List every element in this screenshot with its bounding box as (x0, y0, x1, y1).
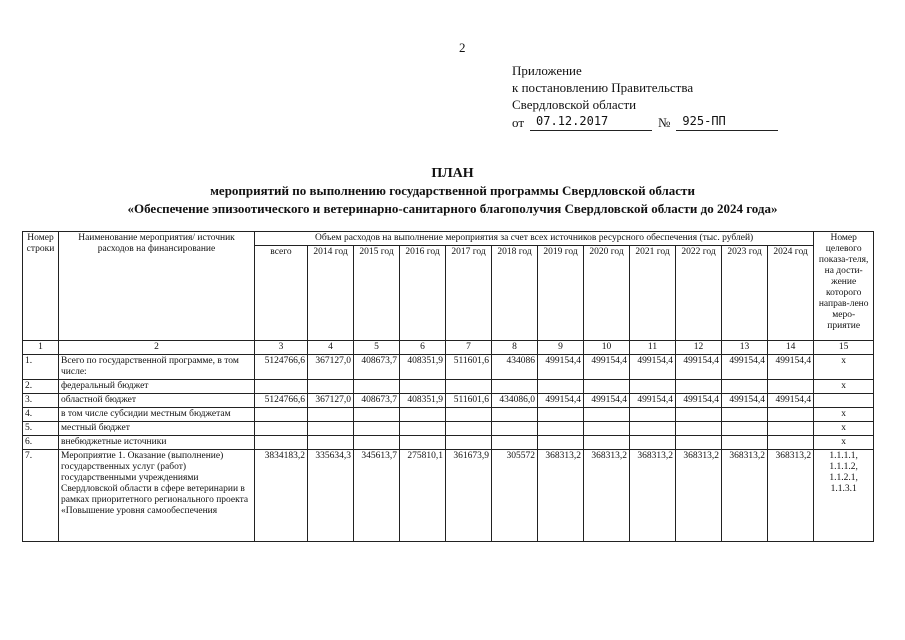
plan-subtitle-1: мероприятий по выполнению государственной программы Свердловской области (210, 183, 695, 198)
row-value: 511601,6 (446, 394, 492, 408)
row-value (400, 408, 446, 422)
header-row-number: Номер строки (23, 232, 59, 341)
table-row (23, 394, 874, 408)
row-value: 345613,7 (354, 450, 400, 542)
row-target: х (814, 355, 874, 380)
row-value: 368313,2 (538, 450, 584, 542)
row-value (255, 436, 308, 450)
row-value (255, 408, 308, 422)
row-value (354, 380, 400, 394)
row-value: 408351,9 (400, 394, 446, 408)
row-value: 5124766,6 (255, 394, 308, 408)
column-index: 9 (538, 341, 584, 355)
column-index: 12 (676, 341, 722, 355)
column-index: 7 (446, 341, 492, 355)
table-row (23, 408, 874, 422)
row-value (538, 380, 584, 394)
row-value: 368313,2 (722, 450, 768, 542)
row-name: федеральный бюджет (59, 380, 255, 394)
header-year: 2014 год (308, 246, 354, 341)
plan-subtitle-2: «Обеспечение эпизоотического и ветеринарно-санитарного благополучия Свердловской области до 2024 года» (127, 201, 778, 216)
column-index: 8 (492, 341, 538, 355)
row-value (354, 408, 400, 422)
row-value (308, 422, 354, 436)
row-name: областной бюджет (59, 394, 255, 408)
row-value: 499154,4 (768, 355, 814, 380)
row-value (492, 408, 538, 422)
row-value: 368313,2 (676, 450, 722, 542)
row-value (446, 422, 492, 436)
row-value (492, 422, 538, 436)
row-value (255, 422, 308, 436)
row-number: 7. (23, 450, 59, 542)
row-value: 367127,0 (308, 355, 354, 380)
header-year: 2018 год (492, 246, 538, 341)
page-number: 2 (459, 40, 466, 55)
row-value (446, 408, 492, 422)
column-index: 1 (23, 341, 59, 355)
row-value: 499154,4 (676, 355, 722, 380)
row-value: 361673,9 (446, 450, 492, 542)
table-row (23, 422, 874, 436)
row-value (584, 380, 630, 394)
row-value (446, 436, 492, 450)
column-index: 2 (59, 341, 255, 355)
row-name: местный бюджет (59, 422, 255, 436)
row-value (768, 408, 814, 422)
row-value (722, 422, 768, 436)
row-value: 368313,2 (584, 450, 630, 542)
row-value: 305572 (492, 450, 538, 542)
row-value (768, 422, 814, 436)
row-value: 368313,2 (630, 450, 676, 542)
row-value: 499154,4 (722, 394, 768, 408)
column-index: 10 (584, 341, 630, 355)
appendix-date-number (512, 113, 778, 131)
appendix-line-2: к постановлению Правительства (512, 80, 694, 95)
row-value: 499154,4 (676, 394, 722, 408)
row-value (584, 408, 630, 422)
row-value: 499154,4 (538, 394, 584, 408)
plan-title: ПЛАН (431, 166, 474, 181)
row-value (630, 408, 676, 422)
row-value (308, 408, 354, 422)
column-index: 11 (630, 341, 676, 355)
row-value (400, 422, 446, 436)
row-value: 275810,1 (400, 450, 446, 542)
row-value (492, 380, 538, 394)
row-value (538, 408, 584, 422)
row-value: 367127,0 (308, 394, 354, 408)
row-number: 1. (23, 355, 59, 380)
row-value (492, 436, 538, 450)
row-value (722, 436, 768, 450)
column-index: 3 (255, 341, 308, 355)
table-row (23, 436, 874, 450)
appendix-block (512, 62, 778, 131)
header-year: 2023 год (722, 246, 768, 341)
header-year: 2024 год (768, 246, 814, 341)
column-index: 4 (308, 341, 354, 355)
row-name: в том числе субсидии местным бюджетам (59, 408, 255, 422)
row-number: 4. (23, 408, 59, 422)
table-row (23, 450, 874, 542)
row-value: 434086 (492, 355, 538, 380)
row-number: 5. (23, 422, 59, 436)
header-volume: Объем расходов на выполнение мероприятия за счет всех источников ресурсного обеспечения (тыс. рублей) (255, 232, 814, 246)
row-value: 368313,2 (768, 450, 814, 542)
row-name: Мероприятие 1. Оказание (выполнение) государственных услуг (работ) государственными учреждениями Свердловской области в сфере ветеринарии в рамках приоритетного регионального проекта «Повышение уровня самообеспечения (59, 450, 255, 542)
row-value: 408351,9 (400, 355, 446, 380)
row-value (538, 422, 584, 436)
row-value: 499154,4 (630, 394, 676, 408)
row-value (676, 380, 722, 394)
row-target (814, 394, 874, 408)
row-value (354, 436, 400, 450)
table-row (23, 355, 874, 380)
row-value: 499154,4 (630, 355, 676, 380)
row-target: х (814, 408, 874, 422)
row-value (676, 408, 722, 422)
row-value (768, 436, 814, 450)
row-value: 499154,4 (538, 355, 584, 380)
row-value (722, 408, 768, 422)
row-value (722, 380, 768, 394)
row-target: 1.1.1.1, 1.1.1.2, 1.1.2.1, 1.1.3.1 (814, 450, 874, 542)
row-number: 6. (23, 436, 59, 450)
row-value: 408673,7 (354, 394, 400, 408)
column-index: 6 (400, 341, 446, 355)
table-row (23, 380, 874, 394)
row-name: Всего по государственной программе, в том числе: (59, 355, 255, 380)
row-value (630, 422, 676, 436)
header-year: 2017 год (446, 246, 492, 341)
row-value (400, 380, 446, 394)
row-value: 499154,4 (584, 394, 630, 408)
row-value: 3834183,2 (255, 450, 308, 542)
row-value (630, 380, 676, 394)
row-value (584, 422, 630, 436)
header-year: 2019 год (538, 246, 584, 341)
row-value: 499154,4 (584, 355, 630, 380)
row-value (354, 422, 400, 436)
row-value (400, 436, 446, 450)
header-target: Номер целевого показа-теля, на дости-жение которого направ-лено меро-приятие (814, 232, 874, 341)
number-label: № (658, 115, 671, 130)
row-number: 3. (23, 394, 59, 408)
row-value: 434086,0 (492, 394, 538, 408)
row-value (255, 380, 308, 394)
header-year: 2020 год (584, 246, 630, 341)
row-value (676, 422, 722, 436)
column-index: 13 (722, 341, 768, 355)
row-value: 499154,4 (722, 355, 768, 380)
header-year: 2016 год (400, 246, 446, 341)
plan-table (22, 231, 874, 542)
column-index: 5 (354, 341, 400, 355)
row-value (676, 436, 722, 450)
row-value (308, 436, 354, 450)
header-year: 2021 год (630, 246, 676, 341)
appendix-line-1: Приложение (512, 63, 582, 78)
row-value: 5124766,6 (255, 355, 308, 380)
row-value (584, 436, 630, 450)
row-name: внебюджетные источники (59, 436, 255, 450)
header-year: 2022 год (676, 246, 722, 341)
decree-date: 07.12.2017 (530, 113, 652, 131)
from-label: от (512, 115, 525, 130)
row-value: 335634,3 (308, 450, 354, 542)
row-value (308, 380, 354, 394)
column-index: 15 (814, 341, 874, 355)
row-value: 499154,4 (768, 394, 814, 408)
decree-number: 925-ПП (676, 113, 778, 131)
column-index-row (23, 341, 874, 355)
appendix-line-3: Свердловской области (512, 97, 637, 112)
row-value (630, 436, 676, 450)
row-value (768, 380, 814, 394)
row-value: 408673,7 (354, 355, 400, 380)
row-target: х (814, 422, 874, 436)
row-value: 511601,6 (446, 355, 492, 380)
header-year: 2015 год (354, 246, 400, 341)
row-number: 2. (23, 380, 59, 394)
row-target: х (814, 436, 874, 450)
header-name: Наименование мероприятия/ источник расходов на финансирование (59, 232, 255, 341)
row-value (446, 380, 492, 394)
row-value (538, 436, 584, 450)
column-index: 14 (768, 341, 814, 355)
row-target: х (814, 380, 874, 394)
header-year: всего (255, 246, 308, 341)
